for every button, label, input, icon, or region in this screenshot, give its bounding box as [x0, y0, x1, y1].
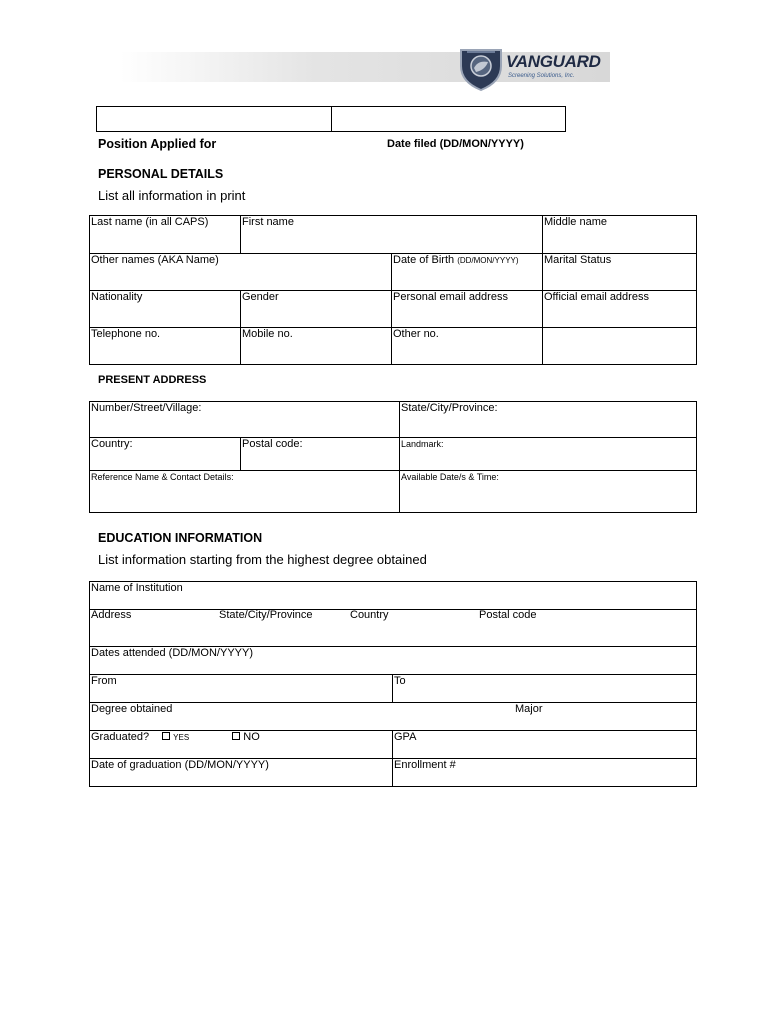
landmark-label: Landmark: [401, 439, 444, 449]
telephone-cell[interactable] [90, 328, 241, 365]
no-label: NO [243, 731, 260, 743]
edu-postal-label: Postal code [479, 609, 537, 621]
graduated-label: Graduated? [91, 731, 150, 743]
education-table [89, 581, 697, 787]
present-address-heading: PRESENT ADDRESS [98, 374, 207, 386]
yes-checkbox[interactable] [162, 732, 170, 740]
degree-label: Degree obtained [91, 703, 173, 715]
street-cell[interactable] [90, 402, 400, 438]
degree-cell[interactable] [90, 703, 697, 731]
edu-address-cell[interactable] [90, 610, 697, 647]
dob-label: Date of Birth [393, 254, 455, 266]
middle-name-label: Middle name [544, 216, 607, 228]
other-names-cell[interactable] [90, 254, 392, 291]
dob-cell[interactable] [392, 254, 543, 291]
official-email-cell[interactable] [543, 291, 697, 328]
graduated-cell [90, 731, 393, 759]
official-email-label: Official email address [544, 291, 649, 303]
other-no-cell[interactable] [392, 328, 543, 365]
postal-label: Postal code: [242, 438, 303, 450]
edu-address-label: Address [91, 609, 132, 621]
from-label: From [91, 675, 117, 687]
gpa-cell[interactable] [393, 731, 697, 759]
country-cell[interactable] [90, 438, 241, 471]
last-name-label: Last name (in all CAPS) [91, 216, 209, 228]
grad-date-label: Date of graduation (DD/MON/YYYY) [91, 759, 269, 771]
personal-details-table [89, 215, 697, 365]
edu-state-label: State/City/Province [219, 609, 313, 621]
personal-email-label: Personal email address [393, 291, 508, 303]
major-label: Major [515, 703, 543, 715]
institution-label: Name of Institution [91, 582, 183, 594]
logo-tagline: Screening Solutions, Inc. [508, 73, 575, 79]
other-names-label: Other names (AKA Name) [91, 254, 219, 266]
institution-cell[interactable] [90, 582, 697, 610]
mobile-cell[interactable] [241, 328, 392, 365]
last-name-cell[interactable] [90, 216, 241, 254]
nationality-label: Nationality [91, 291, 143, 303]
reference-cell[interactable] [90, 471, 400, 513]
available-label: Available Date/s & Time: [401, 472, 499, 482]
middle-name-cell[interactable] [543, 216, 697, 254]
gender-cell[interactable] [241, 291, 392, 328]
present-address-table [89, 401, 697, 513]
logo-name: VANGUARD [506, 52, 601, 71]
to-cell[interactable] [393, 675, 697, 703]
state-label: State/City/Province: [401, 402, 498, 414]
position-field[interactable] [96, 106, 332, 132]
gpa-label: GPA [394, 731, 417, 743]
blank-cell[interactable] [543, 328, 697, 365]
dates-attended-cell[interactable] [90, 647, 697, 675]
landmark-cell[interactable] [400, 438, 697, 471]
personal-instruction: List all information in print [98, 188, 246, 203]
personal-details-heading: PERSONAL DETAILS [98, 167, 224, 181]
nationality-cell[interactable] [90, 291, 241, 328]
shield-logo-icon [458, 46, 504, 92]
available-cell[interactable] [400, 471, 697, 513]
gender-label: Gender [242, 291, 279, 303]
state-cell[interactable] [400, 402, 697, 438]
street-label: Number/Street/Village: [91, 402, 202, 414]
date-filed-label: Date filed (DD/MON/YYYY) [387, 138, 524, 150]
mobile-label: Mobile no. [242, 328, 293, 340]
enrollment-label: Enrollment # [394, 759, 456, 771]
education-instruction: List information starting from the highest degree obtained [98, 552, 427, 567]
first-name-label: First name [242, 216, 294, 228]
personal-email-cell[interactable] [392, 291, 543, 328]
marital-status-cell[interactable] [543, 254, 697, 291]
position-label: Position Applied for [98, 137, 217, 151]
edu-country-label: Country [350, 609, 389, 621]
reference-label: Reference Name & Contact Details: [91, 472, 234, 482]
enrollment-cell[interactable] [393, 759, 697, 787]
marital-status-label: Marital Status [544, 254, 612, 266]
from-cell[interactable] [90, 675, 393, 703]
vanguard-logo [458, 46, 614, 92]
dates-attended-label: Dates attended (DD/MON/YYYY) [91, 647, 254, 659]
grad-date-cell[interactable] [90, 759, 393, 787]
to-label: To [394, 675, 406, 687]
other-no-label: Other no. [393, 328, 439, 340]
first-name-cell[interactable] [241, 216, 543, 254]
education-heading: EDUCATION INFORMATION [98, 531, 263, 545]
no-checkbox[interactable] [232, 732, 240, 740]
postal-cell[interactable] [241, 438, 400, 471]
date-filed-field[interactable] [331, 106, 566, 132]
country-label: Country: [91, 438, 133, 450]
dob-format: (DD/MON/YYYY) [457, 256, 519, 265]
telephone-label: Telephone no. [91, 328, 161, 340]
yes-label: YES [173, 733, 190, 742]
